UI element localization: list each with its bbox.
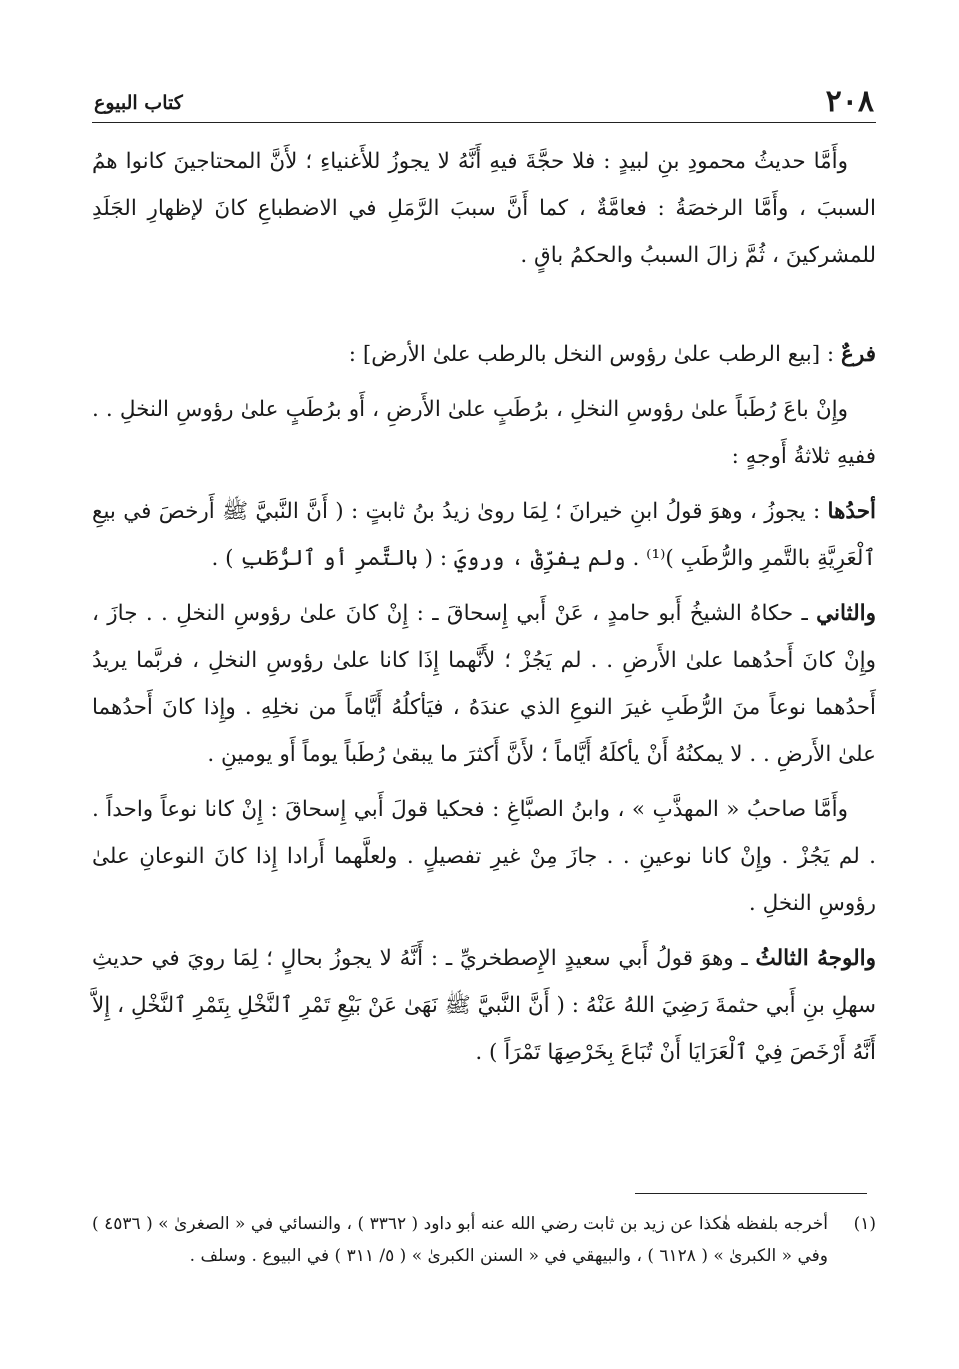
page-header (92, 78, 876, 123)
footnotes (92, 1208, 876, 1272)
footnote (92, 1208, 876, 1272)
section-title: : [بيع الرطب علىٰ رؤوس النخل بالرطب علىٰ الأرض] : (348, 342, 842, 367)
opinion-label: والوجهُ الثالثُ (755, 946, 876, 971)
opinion-label: والثاني (816, 601, 876, 626)
opinion-text: ـ حكاهُ الشيخُ أَبو حامدٍ ، عَنْ أَبي إِسحاقَ ـ : إِنْ كانَ علىٰ رؤوسِ النخلِ . . جازَ ، وإِنْ كانَ أَحدُهما علىٰ الأَرضِ . . لم يَجُزْ ؛ لأَنَّهما إِذَا كانا علىٰ رؤوسِ النخلِ ، فربَّما يريدُ أَحدُهما نوعاً منَ الرُّطَبِ غيرَ النوعِ الذي عندَهُ ، فيَأكلُهُ أَيَّاماً من نخلِهِ . وإِذا كانَ أَحدُهما علىٰ الأَرضِ . . لا يمكنُهُ أَنْ يأكلَهُ أَيَّاماً ؛ لأَنَّ أَكثرَ ما يبقىٰ رُطَباً يوماً أَو يومينِ . (92, 601, 876, 767)
paragraph: وإِنْ باعَ رُطَباً علىٰ رؤوسِ النخلِ ، برُطَبٍ علىٰ الأَرضِ ، أَو برُطَبٍ علىٰ رؤوسِ النخلِ . . ففيهِ ثلاثةُ أَوجهٍ : (92, 397, 876, 469)
opinion-third (92, 935, 876, 1076)
opinion-label: أحدُها (827, 499, 876, 524)
footnote-text: أخرجه بلفظه هٰكذا عن زيد بن ثابت رضي الله عنه أبو داود ( ٣٣٦٢ ) ، والنسائي في « الصغرىٰ » ( ٤٥٣٦ ) وفي « الكبرىٰ » ( ٦١٢٨ ) ، والبيهقي في « السنن الكبرىٰ » ( ٥/ ٣١١ ) في البيوع . وسلف . (92, 1214, 828, 1266)
footnote-number: (١) (853, 1214, 876, 1234)
main-text (92, 138, 876, 1084)
opinion-second (92, 590, 876, 778)
paragraph: وأَمَّا حديثُ محمودِ بنِ لبيدٍ : فلا حجَّةَ فيهِ أَنَّهُ لا يجوزُ للأَغنياءِ ؛ لأَنَّ المحتاجينَ كانوا همُ السببَ ، وأَمَّا الرخصَةُ : فعامَّةٌ ، كما أَنَّ سببَ الرَّمَلِ في الاضطباعِ كانَ لإظهارِ الجَلَدِ للمشركينَ ، ثُمَّ زالَ السببُ والحكمُ باقٍ . (92, 149, 876, 268)
section-spacer (92, 287, 876, 331)
running-title: كتاب البيوع (94, 92, 183, 114)
page-number: ٢٠٨ (825, 84, 874, 119)
footnote-divider (635, 1193, 867, 1194)
section-heading (92, 331, 876, 378)
section-label: فرعٌ (841, 342, 876, 367)
paragraph: وأَمَّا صاحبُ « المهذَّبِ » ، وابنُ الصبَّاغِ : فحكيا قولَ أَبي إِسحاقَ : إِنْ كانا نوعاً واحداً . . لم يَجُزْ . وإِنْ كانا نوعينِ . . جازَ مِنْ غيرِ تفصيلٍ . ولعلَّهما أَرادا إِذا كانَ النوعانِ علىٰ رؤوسِ النخلِ . (92, 797, 876, 916)
opinion-text: : يجوزُ ، وهوَ قولُ ابنِ خيرانَ ؛ لِمَا روىٰ زيدُ بنُ ثابتٍ : ( أَنَّ النَّبيَّ ﷺ أَرخصَ في بيعِ ٱلْعَرِيَّةِ بالتَّمرِ والرُّطَبِ )⁽¹⁾ . ولم يفرِّقْ ، ورويَ : ( بالتَّمرِ أو ٱلرُّطَبِ ) . (92, 499, 876, 571)
opinion-first (92, 488, 876, 582)
opinion-text: ـ وهوَ قولُ أَبي سعيدٍ الإِصطخريِّ ـ : أَنَّهُ لا يجوزُ بحالٍ ؛ لِمَا رويَ في حديثِ سهلِ بنِ أَبي حثمةَ رَضِيَ اللهُ عَنْهُ : ( أَنَّ النَّبيَّ ﷺ نَهَىٰ عَنْ بَيْعِ تَمْرِ ٱلنَّخْلِ بِتَمْرِ ٱلنَّخْلِ ، إِلاَّ أَنَّهُ أَرْخَصَ فِيْ ٱلْعَرَايَا أَنْ تُبَاعَ بِخَرْصِهَا تَمْرَاً ) . (92, 946, 876, 1065)
